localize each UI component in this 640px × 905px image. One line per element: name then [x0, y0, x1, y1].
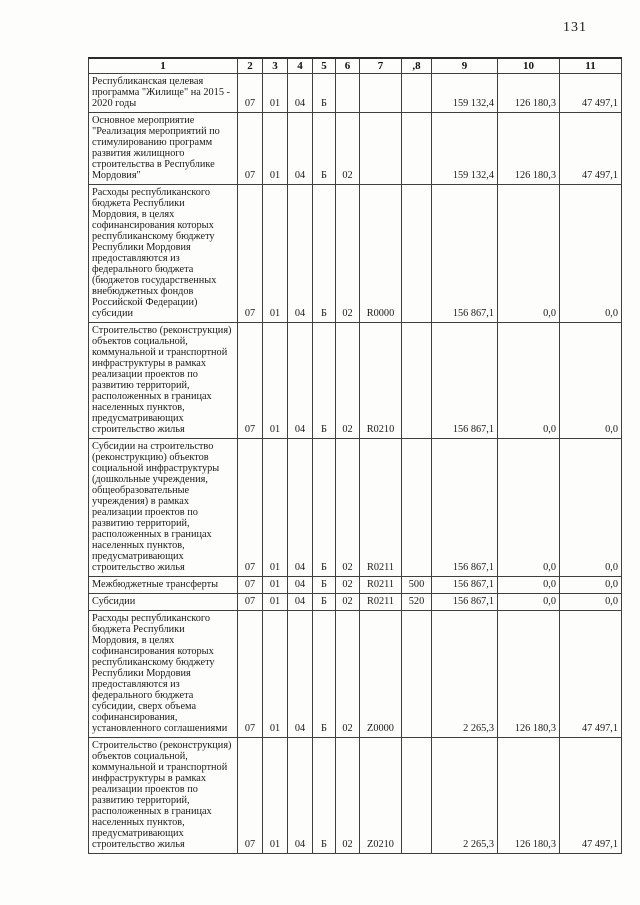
column-header-1: 1	[89, 58, 238, 74]
column-header-10: 10	[498, 58, 560, 74]
row-cell	[402, 113, 432, 185]
row-cell: Б	[313, 323, 336, 439]
row-cell: 01	[263, 439, 288, 577]
row-cell	[402, 185, 432, 323]
row-cell	[360, 74, 402, 113]
row-cell: Б	[313, 577, 336, 594]
column-header-3: 3	[263, 58, 288, 74]
table-row	[89, 185, 622, 323]
row-cell: 0,0	[498, 323, 560, 439]
table-row	[89, 738, 622, 854]
row-cell: 0,0	[498, 577, 560, 594]
row-cell: Б	[313, 439, 336, 577]
table-row	[89, 611, 622, 738]
row-cell: R0211	[360, 439, 402, 577]
table-row	[89, 577, 622, 594]
column-header-5: 5	[313, 58, 336, 74]
row-description: Строительство (реконструкция) объектов социальной, коммунальной и транспортной инфраструктуры в рамках реализации проектов по развитию территорий, расположенных в границах населенных пунктов, предусматривающих строительство жилья	[89, 738, 238, 854]
row-cell	[402, 323, 432, 439]
row-description: Субсидии на строительство (реконструкцию) объектов социальной инфраструктуры (дошкольные учреждения, общеобразовательные учреждения) в рамках реализации проектов по развитию территорий, расположенных в границах населенных пунктов, предусматривающих строительство жилья	[89, 439, 238, 577]
row-cell: 01	[263, 323, 288, 439]
row-cell: 04	[288, 113, 313, 185]
row-cell: 01	[263, 594, 288, 611]
row-cell: 04	[288, 577, 313, 594]
row-cell: 159 132,4	[432, 113, 498, 185]
row-cell: 01	[263, 185, 288, 323]
row-description: Расходы республиканского бюджета Республики Мордовия, в целях софинансирования которых республиканскому бюджету Республики Мордовия предоставляются из федерального бюджета (бюджетов государственных внебюджетных фондов Российской Федерации) субсидии	[89, 185, 238, 323]
row-cell: 126 180,3	[498, 738, 560, 854]
row-cell: 0,0	[560, 594, 622, 611]
row-cell: 02	[336, 611, 360, 738]
table-row	[89, 113, 622, 185]
row-description: Основное мероприятие "Реализация мероприятий по стимулированию программ развития жилищного строительства в Республике Мордовия"	[89, 113, 238, 185]
page-number: 131	[563, 20, 587, 35]
table-row	[89, 74, 622, 113]
row-cell: 04	[288, 594, 313, 611]
row-cell: 02	[336, 577, 360, 594]
row-cell: 47 497,1	[560, 113, 622, 185]
row-description: Строительство (реконструкция) объектов социальной, коммунальной и транспортной инфраструктуры в рамках реализации проектов по развитию территорий, расположенных в границах населенных пунктов, предусматривающих строительство жилья	[89, 323, 238, 439]
column-header-8: ,8	[402, 58, 432, 74]
row-description: Расходы республиканского бюджета Республики Мордовия, в целях софинансирования которых республиканскому бюджету Республики Мордовия предоставляются из федерального бюджета субсидии, сверх объема софинансирования, установленного соглашениями	[89, 611, 238, 738]
row-description: Межбюджетные трансферты	[89, 577, 238, 594]
row-cell: R0211	[360, 594, 402, 611]
row-cell: 04	[288, 74, 313, 113]
row-cell: 02	[336, 323, 360, 439]
column-header-6: 6	[336, 58, 360, 74]
row-cell: R0210	[360, 323, 402, 439]
row-cell: Б	[313, 185, 336, 323]
row-cell: 0,0	[498, 439, 560, 577]
row-cell	[402, 74, 432, 113]
row-cell	[402, 738, 432, 854]
header-row	[89, 58, 622, 74]
row-cell: 0,0	[560, 185, 622, 323]
row-cell: R0000	[360, 185, 402, 323]
row-cell: 0,0	[560, 323, 622, 439]
row-cell: Б	[313, 738, 336, 854]
row-cell	[336, 74, 360, 113]
row-cell: Б	[313, 74, 336, 113]
row-cell: 01	[263, 738, 288, 854]
row-cell: 126 180,3	[498, 74, 560, 113]
row-cell: 01	[263, 113, 288, 185]
row-cell: 04	[288, 738, 313, 854]
row-cell: Б	[313, 113, 336, 185]
row-cell: 0,0	[498, 594, 560, 611]
column-header-2: 2	[238, 58, 263, 74]
row-cell: 04	[288, 323, 313, 439]
row-cell: 500	[402, 577, 432, 594]
row-description: Республиканская целевая программа "Жилище" на 2015 - 2020 годы	[89, 74, 238, 113]
row-cell: 0,0	[498, 185, 560, 323]
row-cell: 07	[238, 611, 263, 738]
budget-table	[88, 57, 622, 854]
row-cell: 07	[238, 439, 263, 577]
row-cell: 07	[238, 577, 263, 594]
table-body	[89, 74, 622, 854]
row-cell: 156 867,1	[432, 594, 498, 611]
table-head	[89, 58, 622, 74]
row-cell: 07	[238, 323, 263, 439]
row-cell	[360, 113, 402, 185]
row-cell: Б	[313, 611, 336, 738]
row-cell: 02	[336, 594, 360, 611]
row-cell: 2 265,3	[432, 738, 498, 854]
row-cell: Z0210	[360, 738, 402, 854]
row-cell: 07	[238, 113, 263, 185]
row-cell: 07	[238, 185, 263, 323]
row-cell: 159 132,4	[432, 74, 498, 113]
table-row	[89, 323, 622, 439]
row-cell	[402, 611, 432, 738]
row-cell: 07	[238, 738, 263, 854]
row-cell: 04	[288, 439, 313, 577]
row-cell: 07	[238, 74, 263, 113]
row-cell: 156 867,1	[432, 439, 498, 577]
row-cell: 04	[288, 185, 313, 323]
column-header-7: 7	[360, 58, 402, 74]
row-description: Субсидии	[89, 594, 238, 611]
row-cell: 520	[402, 594, 432, 611]
row-cell: 156 867,1	[432, 577, 498, 594]
row-cell: 0,0	[560, 439, 622, 577]
column-header-9: 9	[432, 58, 498, 74]
row-cell: 47 497,1	[560, 611, 622, 738]
row-cell: 156 867,1	[432, 323, 498, 439]
row-cell: 156 867,1	[432, 185, 498, 323]
row-cell: R0211	[360, 577, 402, 594]
row-cell: Z0000	[360, 611, 402, 738]
row-cell: 126 180,3	[498, 611, 560, 738]
row-cell: 126 180,3	[498, 113, 560, 185]
table-row	[89, 439, 622, 577]
row-cell: 0,0	[560, 577, 622, 594]
row-cell	[402, 439, 432, 577]
row-cell: 01	[263, 74, 288, 113]
table-row	[89, 594, 622, 611]
row-cell: 02	[336, 439, 360, 577]
row-cell: 07	[238, 594, 263, 611]
column-header-4: 4	[288, 58, 313, 74]
row-cell: 02	[336, 185, 360, 323]
row-cell: Б	[313, 594, 336, 611]
row-cell: 02	[336, 113, 360, 185]
row-cell: 01	[263, 577, 288, 594]
column-header-11: 11	[560, 58, 622, 74]
row-cell: 47 497,1	[560, 738, 622, 854]
row-cell: 02	[336, 738, 360, 854]
row-cell: 47 497,1	[560, 74, 622, 113]
row-cell: 01	[263, 611, 288, 738]
row-cell: 04	[288, 611, 313, 738]
row-cell: 2 265,3	[432, 611, 498, 738]
